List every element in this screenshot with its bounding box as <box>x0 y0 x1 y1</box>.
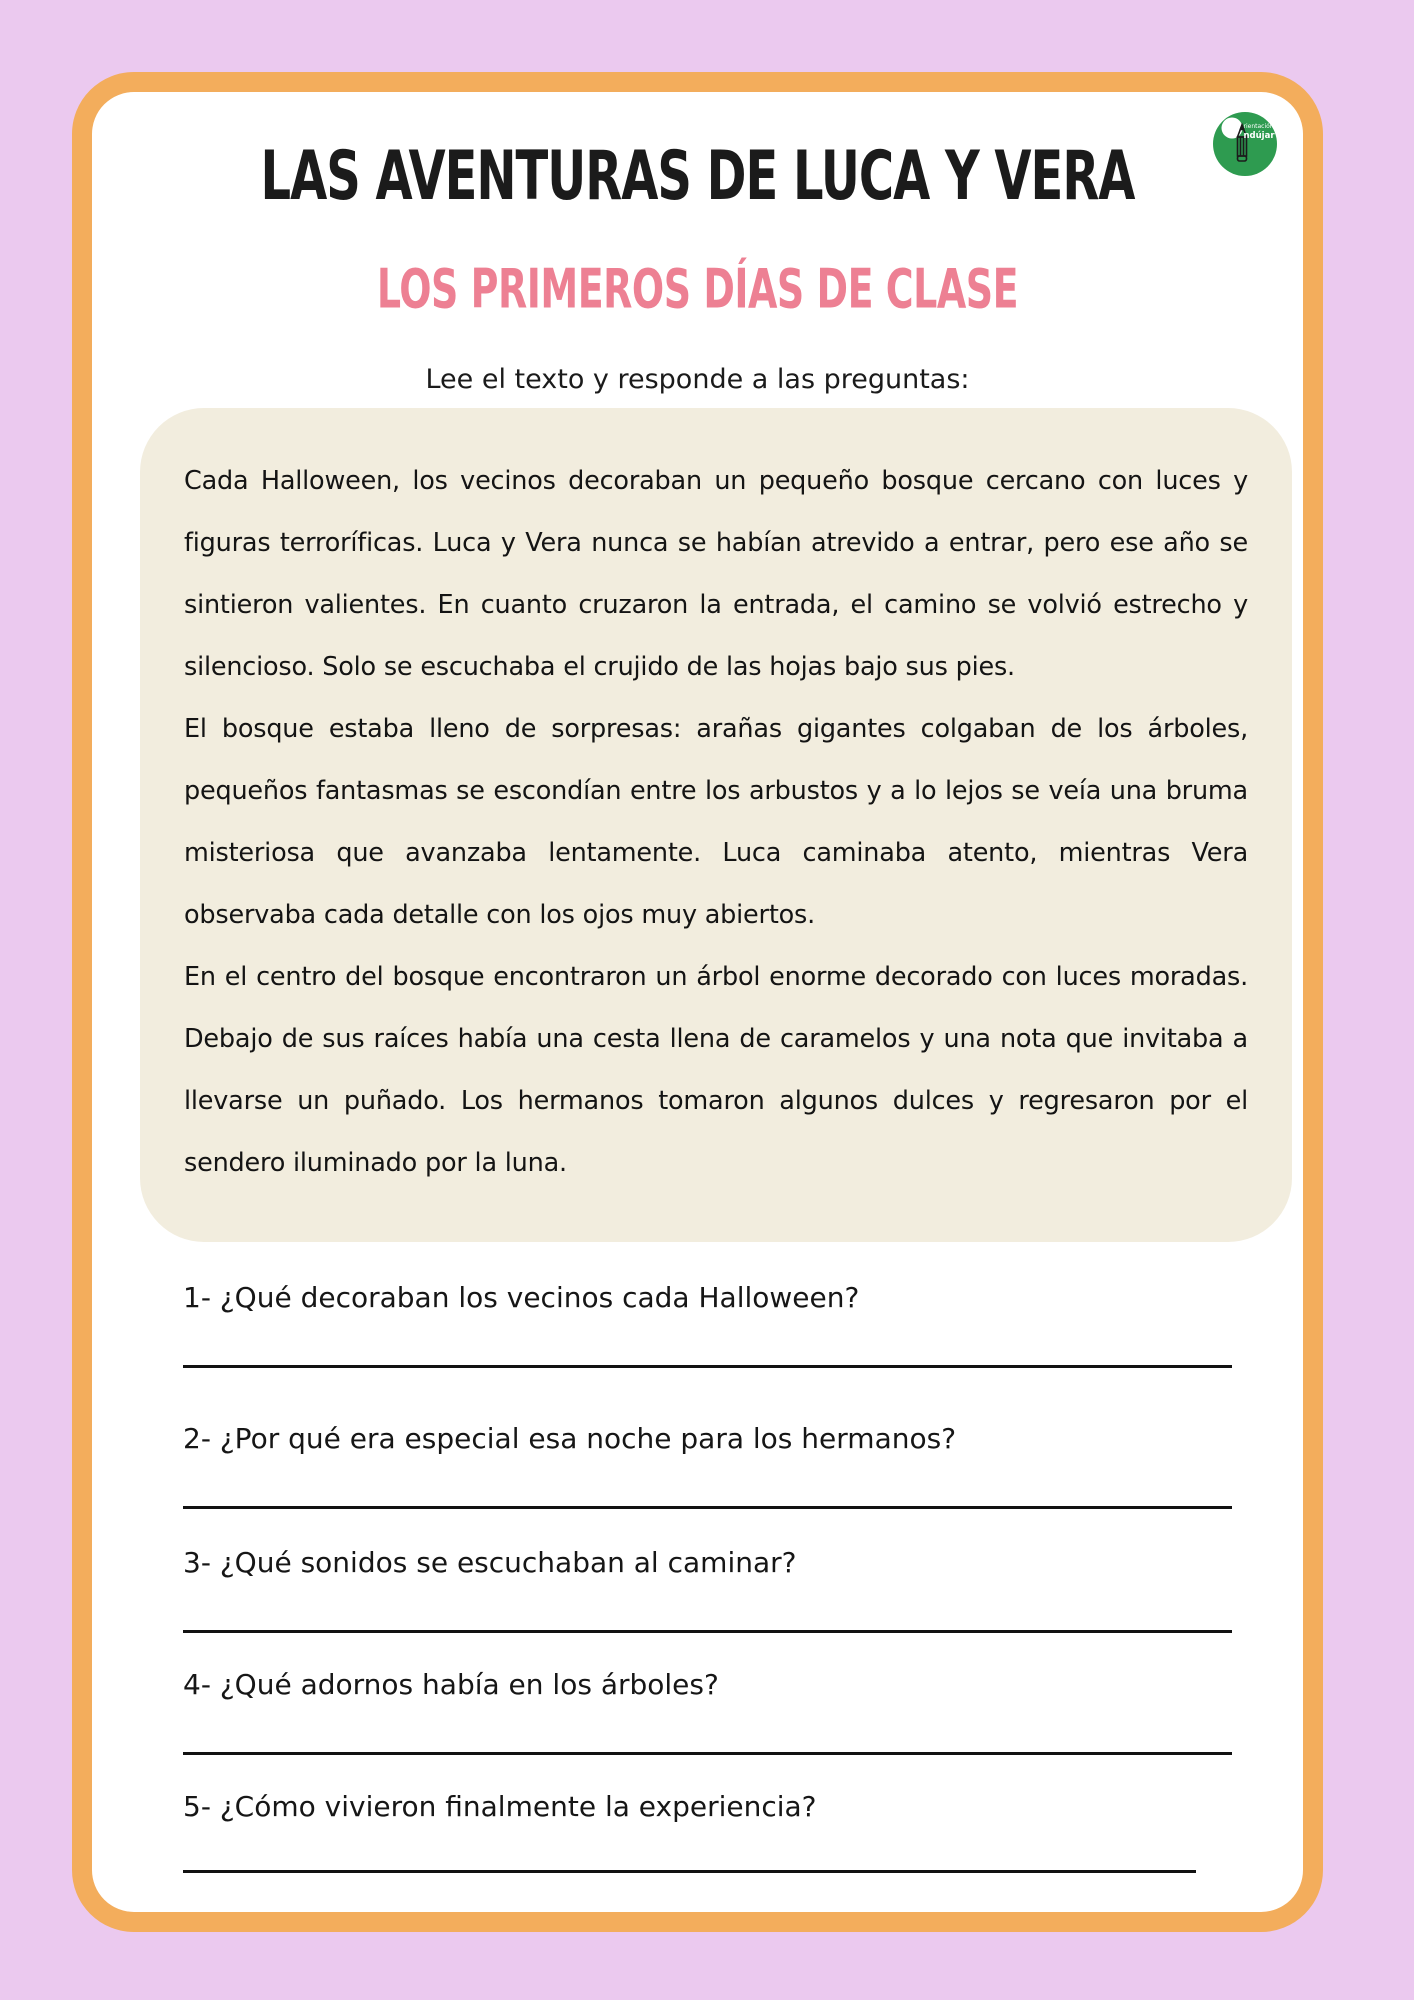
story-paragraph-3: En el centro del bosque encontraron un árbol enorme decorado con luces moradas. Debajo de sus raíces había una cesta llena de caramelos y una nota que invitaba a llevarse un puñado. Los hermanos tomaron algunos dulces y regresaron por el sendero iluminado por la luna. <box>184 962 1248 1178</box>
story-box <box>140 408 1292 1242</box>
logo-text-line1: rientación <box>1243 123 1274 130</box>
instruction-text: Lee el texto y responde a las preguntas: <box>425 364 970 395</box>
question-label: 2- ¿Por qué era especial esa noche para los hermanos? <box>183 1422 957 1455</box>
answer-line[interactable] <box>183 1630 1232 1633</box>
question-label: 4- ¿Qué adornos había en los árboles? <box>183 1668 719 1701</box>
story-paragraph-2: El bosque estaba lleno de sorpresas: arañas gigantes colgaban de los árboles, pequeños fantasmas se escondían entre los arbustos y a lo lejos se veía una bruma misteriosa que avanzaba lentamente. Luca caminaba atento, mientras Vera observaba cada detalle con los ojos muy abiertos. <box>184 714 1248 930</box>
answer-line[interactable] <box>183 1506 1232 1509</box>
answer-line[interactable] <box>183 1870 1196 1873</box>
question-label: 1- ¿Qué decoraban los vecinos cada Halloween? <box>183 1281 860 1314</box>
page-title: LAS AVENTURAS DE LUCA Y VERA <box>260 136 1135 216</box>
question-item-1 <box>183 1281 1232 1375</box>
question-label: 5- ¿Cómo vivieron finalmente la experiencia? <box>183 1790 817 1823</box>
logo-text-line2: ndújar <box>1243 131 1275 141</box>
logo-o-mark <box>1222 118 1243 139</box>
question-item-3 <box>183 1546 1232 1640</box>
question-item-2 <box>183 1422 1232 1516</box>
answer-line[interactable] <box>183 1752 1232 1755</box>
question-label: 3- ¿Qué sonidos se escuchaban al caminar? <box>183 1546 797 1579</box>
question-item-4 <box>183 1668 1232 1762</box>
story-paragraph-1: Cada Halloween, los vecinos decoraban un pequeño bosque cercano con luces y figuras terroríficas. Luca y Vera nunca se habían atrevido a entrar, pero ese año se sintieron valientes. En cuanto cruzaron la entrada, el camino se volvió estrecho y silencioso. Solo se escuchaba el crujido de las hojas bajo sus pies. <box>184 466 1248 682</box>
page-subtitle: LOS PRIMEROS DÍAS DE CLASE <box>376 257 1019 321</box>
answer-line[interactable] <box>183 1365 1232 1368</box>
question-item-5 <box>183 1790 1232 1884</box>
